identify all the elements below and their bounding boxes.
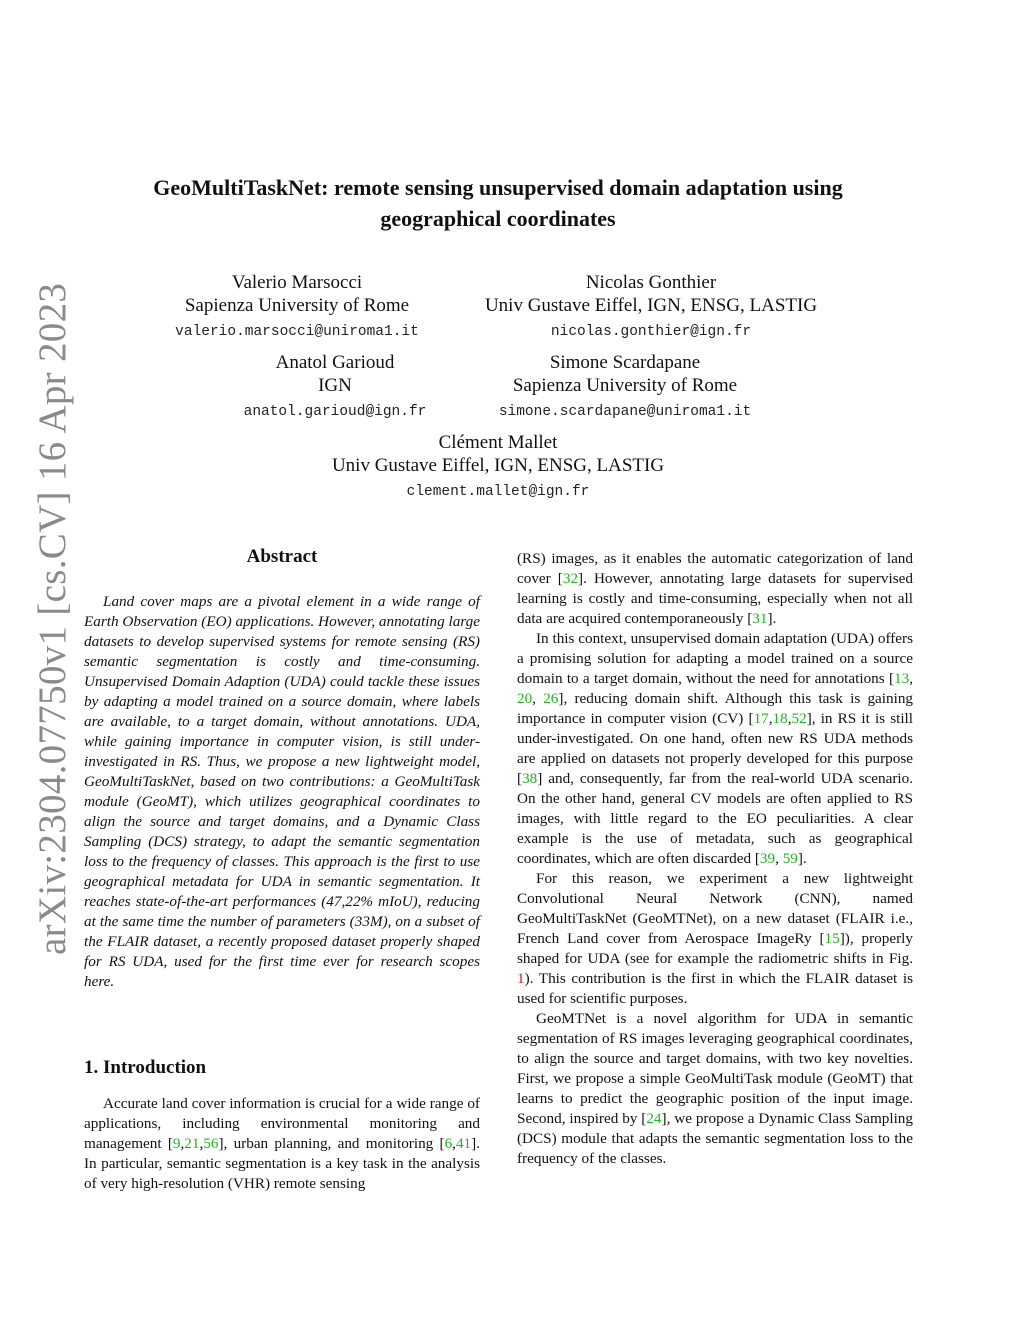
citation-link[interactable]: 39 <box>759 850 776 867</box>
figure-reference-link[interactable]: 1 <box>517 970 525 987</box>
introduction-paragraph: Accurate land cover information is crucial for a wide range of applications, including environmental monitoring and management [9,21,56], urban planning, and monitoring [6,41]. In particular, semantic segmentation is a key task in the analysis of very high-resolution (VHR) remote sensing <box>84 1095 480 1192</box>
author-name: Nicolas Gonthier <box>585 272 717 293</box>
author-name: Simone Scardapane <box>549 352 701 373</box>
citation-link[interactable]: 6 <box>444 1135 453 1152</box>
abstract-paragraph: Land cover maps are a pivotal element in a wide range of Earth Observation (EO) applications. However, annotating large datasets to develop supervised systems for remote sensing (RS) semantic segmentation is costly and time-consuming. Unsupervised Domain Adaption (UDA) could tackle these issues by adapting a model trained on a source domain, where labels are available, to a target domain, without annotations. UDA, while gaining importance in computer vision, is still under-investigated in RS. Thus, we propose a new lightweight model, GeoMultiTaskNet, based on two contributions: a GeoMultiTask module (GeoMT), which utilizes geographical coordinates to align the source and target domains, and a Dynamic Class Sampling (DCS) strategy, to adapt the semantic segmentation loss to the frequency of classes. This approach is the first to use geographical metadata for UDA in semantic segmentation. It reaches state-of-the-art performances (47,22% mIoU), reducing at the same time the number of parameters (33M), on a subset of the FLAIR dataset, a recently proposed dataset properly shaped for RS UDA, used for the first time ever for research scopes here. <box>84 593 480 990</box>
introduction-right-column <box>517 549 913 1169</box>
citation-link[interactable]: 52 <box>791 710 807 727</box>
citation-link[interactable]: 20 <box>517 690 533 707</box>
author-name: Clément Mallet <box>438 432 558 453</box>
citation-link[interactable]: 9 <box>172 1135 181 1152</box>
title-line-1: GeoMultiTaskNet: remote sensing unsupervised domain adaptation using <box>153 175 843 200</box>
citation-link[interactable]: 24 <box>646 1110 662 1127</box>
author-affiliation: Sapienza University of Rome <box>184 295 410 316</box>
introduction-left-column <box>84 1094 480 1194</box>
author-name: Anatol Garioud <box>275 352 395 373</box>
introduction-paragraph: In this context, unsupervised domain adaptation (UDA) offers a promising solution for adapting a model trained on a source domain to a target domain, without the need for annotations [13, 20, 26], reducing domain shift. Although this task is gaining importance in computer vision (CV) [17,18,52], in RS it is still under-investigated. On one hand, often new RS UDA methods are applied on datasets not properly developed for this purpose [38] and, consequently, far from the real-world UDA scenario. On the other hand, general CV models are often applied to RS images, with little regard to the EO peculiarities. A clear example is the use of metadata, such as geographical coordinates, which are often discarded [39, 59]. <box>517 630 914 867</box>
section-heading-introduction: 1. Introduction <box>84 1057 207 1078</box>
citation-link[interactable]: 41 <box>455 1135 472 1152</box>
author-email[interactable]: valerio.marsocci@uniroma1.it <box>175 324 419 340</box>
author-email[interactable]: simone.scardapane@uniroma1.it <box>498 404 752 420</box>
introduction-paragraph: For this reason, we experiment a new lightweight Convolutional Neural Network (CNN), named GeoMultiTaskNet (GeoMTNet), on a new dataset (FLAIR i.e., French Land cover from Aerospace ImageRy [15]), properly shaped for UDA (see for example the radiometric shifts in Fig. 1). This contribution is the first in which the FLAIR dataset is used for scientific purposes. <box>517 870 913 1007</box>
citation-link[interactable]: 26 <box>543 690 559 707</box>
citation-link[interactable]: 15 <box>824 930 840 947</box>
author-block-2 <box>441 271 861 342</box>
author-affiliation: Univ Gustave Eiffel, IGN, ENSG, LASTIG <box>484 295 818 316</box>
arxiv-identifier: arXiv:2304.07750v1 [cs.CV] 16 Apr 2023 <box>31 282 74 955</box>
author-affiliation: Univ Gustave Eiffel, IGN, ENSG, LASTIG <box>331 455 665 476</box>
citation-link[interactable]: 17 <box>753 710 769 727</box>
citation-link[interactable]: 18 <box>772 710 788 727</box>
citation-link[interactable]: 56 <box>203 1135 219 1152</box>
author-block-4 <box>415 351 835 422</box>
author-affiliation: Sapienza University of Rome <box>512 375 738 396</box>
author-block-5 <box>288 431 708 502</box>
author-affiliation: IGN <box>318 375 352 396</box>
citation-link[interactable]: 59 <box>782 850 798 867</box>
author-email[interactable]: anatol.garioud@ign.fr <box>243 404 427 420</box>
citation-link[interactable]: 21 <box>184 1135 200 1152</box>
paper-title <box>100 172 896 234</box>
citation-link[interactable]: 13 <box>894 670 910 687</box>
citation-link[interactable]: 31 <box>752 610 768 627</box>
author-email[interactable]: clement.mallet@ign.fr <box>406 484 590 500</box>
author-email[interactable]: nicolas.gonthier@ign.fr <box>550 324 752 340</box>
abstract-heading: Abstract <box>246 546 318 567</box>
author-name: Valerio Marsocci <box>231 272 363 293</box>
abstract-body <box>84 592 480 992</box>
citation-link[interactable]: 38 <box>522 770 538 787</box>
citation-link[interactable]: 32 <box>562 570 579 587</box>
introduction-paragraph: GeoMTNet is a novel algorithm for UDA in semantic segmentation of RS images leveraging geographical coordinates, to align the source and target domains, with two key novelties. First, we propose a simple GeoMultiTask module (GeoMT) that learns to predict the geographic position of the input image. Second, inspired by [24], we propose a Dynamic Class Sampling (DCS) module that adapts the semantic segmentation loss to the frequency of the classes. <box>517 1010 913 1167</box>
title-line-2: geographical coordinates <box>380 206 616 231</box>
introduction-paragraph: (RS) images, as it enables the automatic categorization of land cover [32]. However, annotating large datasets for supervised learning is costly and time-consuming, especially when not all data are acquired contemporaneously [31]. <box>517 550 913 627</box>
